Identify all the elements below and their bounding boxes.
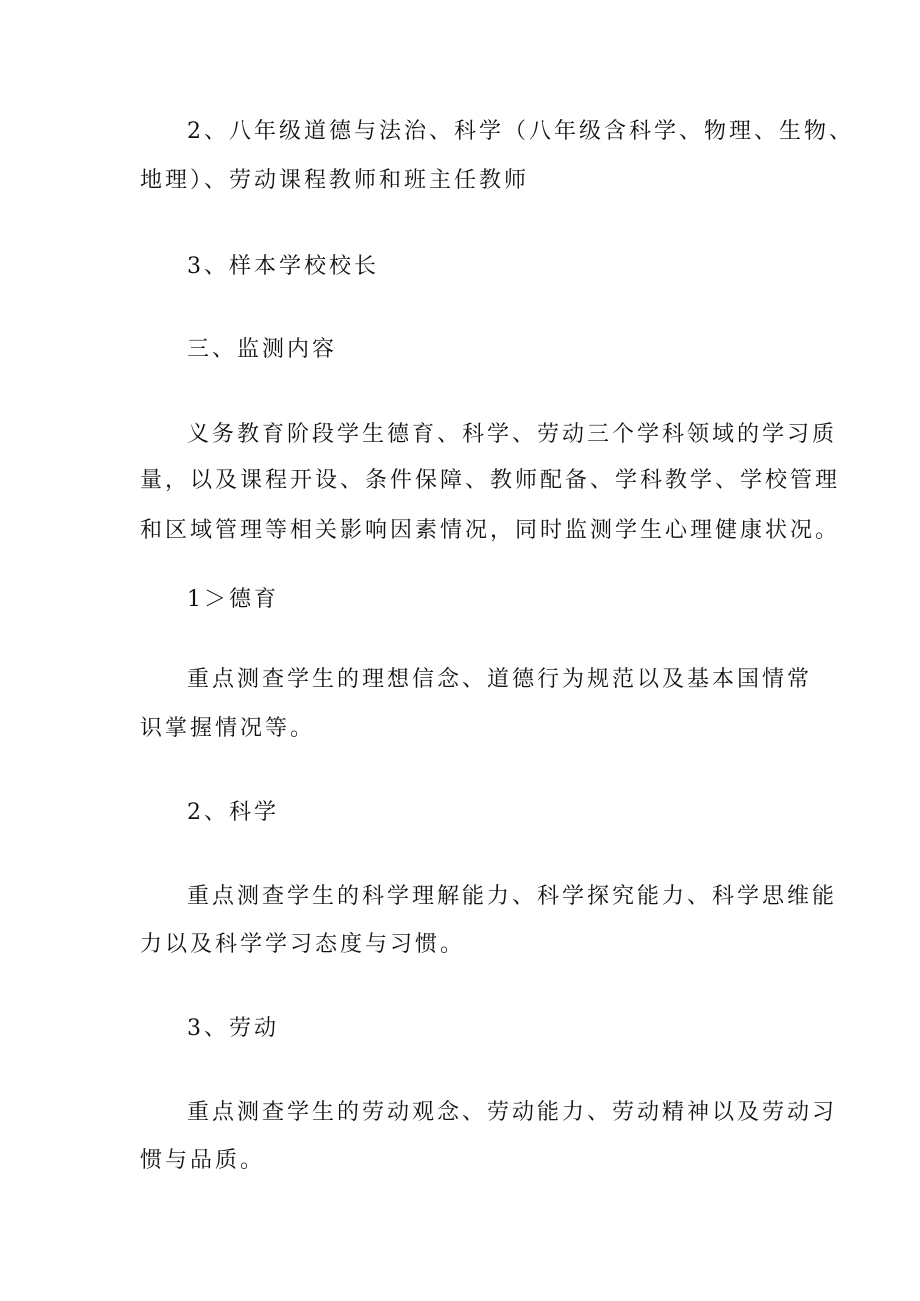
moral-line-2: 识掌握情况等。 — [140, 716, 316, 741]
item-3-line: 3、样本学校校长 — [187, 254, 379, 279]
moral-line-1: 重点测查学生的理想信念、道德行为规范以及基本国情常 — [187, 667, 813, 692]
science-heading: 2、科学 — [187, 800, 279, 825]
monitoring-line-1: 义务教育阶段学生德育、科学、劳动三个学科领域的学习质 — [187, 422, 838, 447]
moral-heading: 1＞德育 — [187, 587, 279, 612]
section-heading-monitoring: 三、监测内容 — [187, 337, 338, 362]
monitoring-line-2: 量，以及课程开设、条件保障、教师配备、学科教学、学校管理 — [140, 468, 841, 493]
item-2-line-2: 地理）、劳动课程教师和班主任教师 — [140, 168, 530, 193]
labor-heading: 3、劳动 — [187, 1016, 279, 1041]
science-line-2: 力以及科学学习态度与习惯。 — [140, 932, 466, 957]
monitoring-line-3: 和区域管理等相关影响因素情况，同时监测学生心理健康状况。 — [140, 518, 841, 543]
labor-line-1: 重点测查学生的劳动观念、劳动能力、劳动精神以及劳动习 — [187, 1100, 838, 1125]
item-2-line-1: 2、八年级道德与法治、科学（八年级含科学、物理、生物、 — [187, 119, 854, 144]
labor-line-2: 惯与品质。 — [140, 1148, 266, 1173]
science-line-1: 重点测查学生的科学理解能力、科学探究能力、科学思维能 — [187, 884, 838, 909]
